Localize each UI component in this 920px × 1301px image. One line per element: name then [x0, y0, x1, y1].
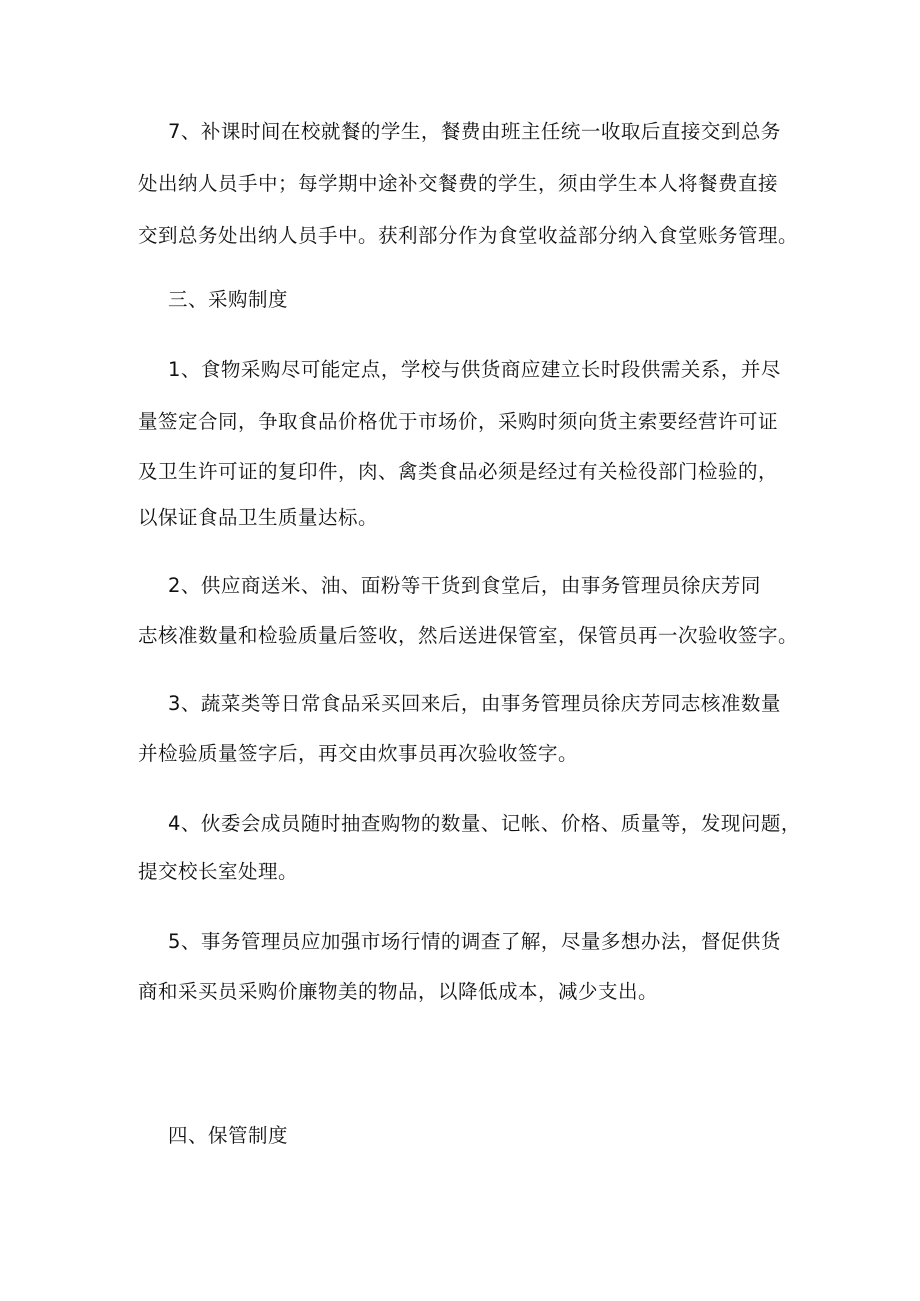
- procurement-item-2-line-1: 2、供应商送米、油、面粉等干货到食堂后，由事务管理员徐庆芳同: [168, 574, 761, 597]
- procurement-item-1-line-3: 及卫生许可证的复印件，肉、禽类食品必须是经过有关检役部门检验的，: [138, 460, 779, 483]
- procurement-item-3-line-2: 并检验质量签字后，再交由炊事员再次验收签字。: [138, 742, 579, 765]
- procurement-item-3-line-1: 3、蔬菜类等日常食品采买回来后，由事务管理员徐庆芳同志核准数量: [168, 692, 781, 715]
- paragraph-7-line-1: 7、补课时间在校就餐的学生，餐费由班主任统一收取后直接交到总务: [168, 120, 781, 143]
- section-heading-procurement: 三、采购制度: [168, 288, 289, 311]
- procurement-item-5-line-2: 商和采买员采购价廉物美的物品，以降低成本，减少支出。: [138, 980, 659, 1003]
- procurement-item-1-line-2: 量签定合同，争取食品价格优于市场价，采购时须向货主索要经营许可证: [138, 410, 779, 433]
- procurement-item-5-line-1: 5、事务管理员应加强市场行情的调查了解，尽量多想办法，督促供货: [168, 930, 781, 953]
- paragraph-7-line-2: 处出纳人员手中；每学期中途补交餐费的学生，须由学生本人将餐费直接: [138, 172, 779, 195]
- paragraph-7-line-3: 交到总务处出纳人员手中。获利部分作为食堂收益部分纳入食堂账务管理。: [138, 224, 799, 247]
- procurement-item-1-line-1: 1、食物采购尽可能定点，学校与供货商应建立长时段供需关系，并尽: [168, 358, 781, 381]
- section-heading-storage: 四、保管制度: [168, 1124, 289, 1147]
- procurement-item-4-line-1: 4、伙委会成员随时抽查购物的数量、记帐、价格、质量等，发现问题，: [168, 812, 801, 835]
- procurement-item-2-line-2: 志核准数量和检验质量后签收，然后送进保管室，保管员再一次验收签字。: [138, 624, 799, 647]
- procurement-item-4-line-2: 提交校长室处理。: [138, 860, 299, 883]
- procurement-item-1-line-4: 以保证食品卫生质量达标。: [138, 506, 379, 529]
